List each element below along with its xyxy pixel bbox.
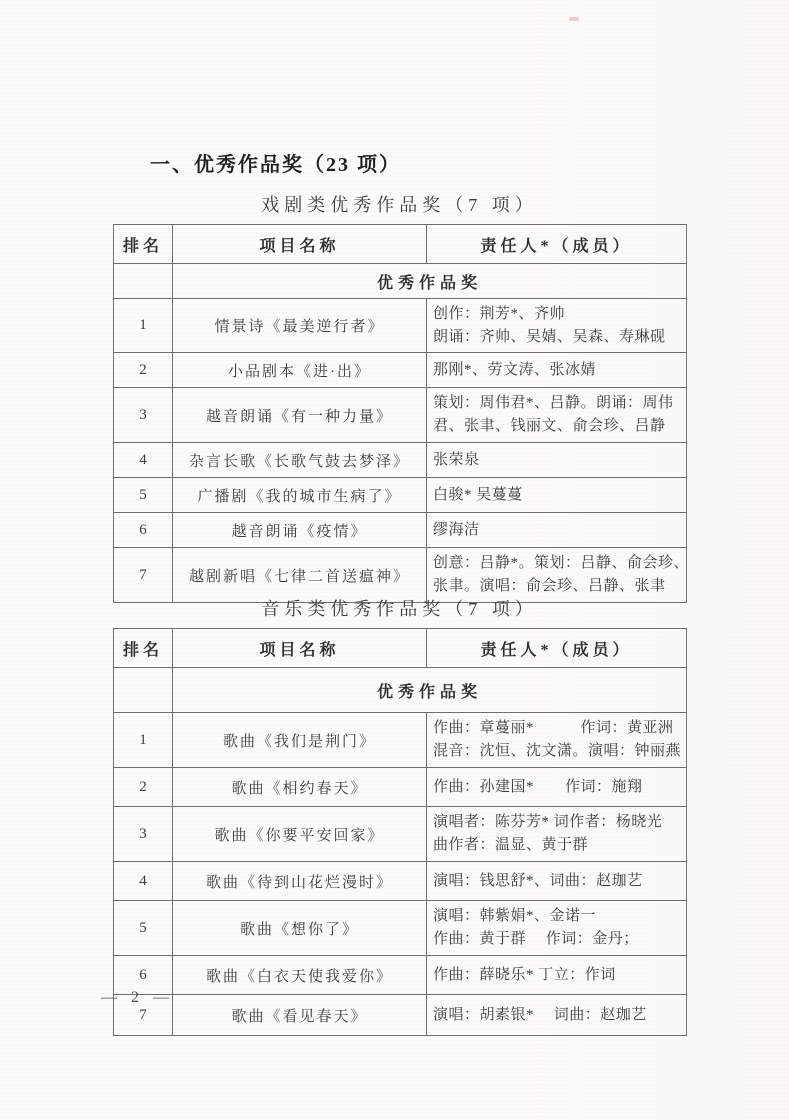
section-title: 一、优秀作品奖（23 项） — [150, 154, 401, 176]
project-cell: 歌曲《想你了》 — [173, 901, 427, 956]
project-cell: 广播剧《我的城市生病了》 — [173, 478, 427, 513]
responsible-line: 创作：荆芳*、齐帅 — [433, 305, 566, 322]
project-cell: 情景诗《最美逆行者》 — [173, 299, 427, 353]
drama-awards-table — [113, 224, 690, 603]
responsible-line: 张聿。演唱：俞会珍、吕静、张聿 — [433, 578, 666, 594]
section-label: 优秀作品奖 — [173, 264, 687, 299]
responsible-cell — [427, 299, 687, 353]
rank-cell: 7 — [114, 548, 173, 603]
project-cell: 歌曲《我们是荆门》 — [173, 713, 427, 768]
responsible-line: 创意：吕静*。策划：吕静、俞会珍、 — [433, 555, 690, 571]
rank-cell: 6 — [114, 956, 173, 995]
project-cell: 歌曲《相约春天》 — [173, 768, 427, 807]
table-row — [114, 768, 687, 807]
project-cell: 歌曲《待到山花烂漫时》 — [173, 862, 427, 901]
responsible-cell — [427, 388, 687, 443]
rank-cell: 5 — [114, 478, 173, 513]
responsible-line: 张荣泉 — [433, 451, 480, 468]
table-row — [114, 513, 687, 548]
project-cell: 越音朗诵《疫情》 — [173, 513, 427, 548]
rank-cell: 3 — [114, 388, 173, 443]
rank-cell: 3 — [114, 807, 173, 862]
responsible-line: 演唱：胡素银* 词曲：赵珈艺 — [433, 1006, 647, 1023]
responsible-cell — [427, 768, 687, 807]
drama-table-subtitle: 戏剧类优秀作品奖（7 项） — [261, 195, 538, 215]
music-table-subtitle: 音乐类优秀作品奖（7 项） — [261, 599, 538, 619]
responsible-line: 演唱：钱思舒*、词曲：赵珈艺 — [433, 872, 643, 889]
rank-cell: 5 — [114, 901, 173, 956]
responsible-cell — [427, 478, 687, 513]
column-header-responsible: 责任人*（成员） — [427, 225, 687, 264]
table-row — [114, 353, 687, 388]
column-header-project: 项目名称 — [173, 629, 427, 668]
table-row — [114, 995, 687, 1036]
table-row — [114, 956, 687, 995]
rank-cell: 4 — [114, 443, 173, 478]
project-cell: 歌曲《看见春天》 — [173, 995, 427, 1036]
responsible-line: 君、张聿、钱丽文、俞会珍、吕静 — [433, 418, 666, 434]
section-row — [114, 264, 687, 299]
responsible-cell — [427, 513, 687, 548]
project-cell: 小品剧本《进·出》 — [173, 353, 427, 388]
page-number: — 2 — — [101, 989, 174, 1006]
responsible-line: 那刚*、劳文涛、张冰婧 — [433, 361, 597, 378]
rank-cell: 2 — [114, 353, 173, 388]
responsible-line: 作曲：章蔓丽* 作词：黄亚洲 — [433, 720, 674, 736]
project-cell: 歌曲《白衣天使我爱你》 — [173, 956, 427, 995]
responsible-line: 曲作者：温显、黄于群 — [433, 837, 589, 853]
scan-artifact-mark — [569, 17, 579, 21]
column-header-rank: 排名 — [114, 629, 173, 668]
responsible-cell — [427, 443, 687, 478]
empty-rank-cell — [114, 668, 173, 713]
table-row — [114, 713, 687, 768]
rank-cell: 1 — [114, 299, 173, 353]
table-row — [114, 862, 687, 901]
responsible-line: 策划：周伟君*、吕静。朗诵：周伟 — [433, 395, 674, 411]
column-header-rank: 排名 — [114, 225, 173, 264]
responsible-cell — [427, 995, 687, 1036]
responsible-cell — [427, 956, 687, 995]
project-cell: 杂言长歌《长歌气鼓去梦泽》 — [173, 443, 427, 478]
music-awards-table — [113, 628, 687, 1036]
section-label: 优秀作品奖 — [173, 668, 687, 713]
responsible-line: 演唱：韩紫娟*、金诺一 — [433, 908, 597, 924]
responsible-cell — [427, 901, 687, 956]
table-row — [114, 807, 687, 862]
section-row — [114, 668, 687, 713]
responsible-cell — [427, 862, 687, 901]
project-cell: 越音朗诵《有一种力量》 — [173, 388, 427, 443]
table-row — [114, 299, 687, 353]
responsible-line: 作曲：薛晓乐* 丁立：作词 — [433, 966, 616, 983]
responsible-line: 演唱者：陈芬芳* 词作者：杨晓光 — [433, 814, 663, 830]
rank-cell: 4 — [114, 862, 173, 901]
table-row — [114, 478, 687, 513]
responsible-cell — [427, 807, 687, 862]
project-cell: 歌曲《你要平安回家》 — [173, 807, 427, 862]
table-header-row — [114, 225, 687, 264]
table-header-row — [114, 629, 687, 668]
responsible-line: 混音：沈恒、沈文潇。演唱：钟丽燕 — [433, 743, 682, 759]
rank-cell: 1 — [114, 713, 173, 768]
responsible-line: 作曲：黄于群 作词：金丹； — [433, 931, 639, 947]
rank-cell: 6 — [114, 513, 173, 548]
rank-cell: 7 — [114, 995, 173, 1036]
responsible-cell — [427, 353, 687, 388]
table-row — [114, 901, 687, 956]
column-header-project: 项目名称 — [173, 225, 427, 264]
table-row — [114, 388, 687, 443]
rank-cell: 2 — [114, 768, 173, 807]
responsible-line: 白骏* 吴蔓蔓 — [433, 486, 523, 503]
responsible-line: 缪海洁 — [433, 521, 480, 538]
table-row — [114, 443, 687, 478]
column-header-responsible: 责任人*（成员） — [427, 629, 687, 668]
empty-rank-cell — [114, 264, 173, 299]
responsible-line: 作曲：孙建国* 作词：施翔 — [433, 778, 643, 795]
responsible-cell — [427, 713, 687, 768]
responsible-line: 朗诵：齐帅、吴婧、吴森、寿琳砚 — [433, 328, 666, 345]
project-cell: 越剧新唱《七律二首送瘟神》 — [173, 548, 427, 603]
